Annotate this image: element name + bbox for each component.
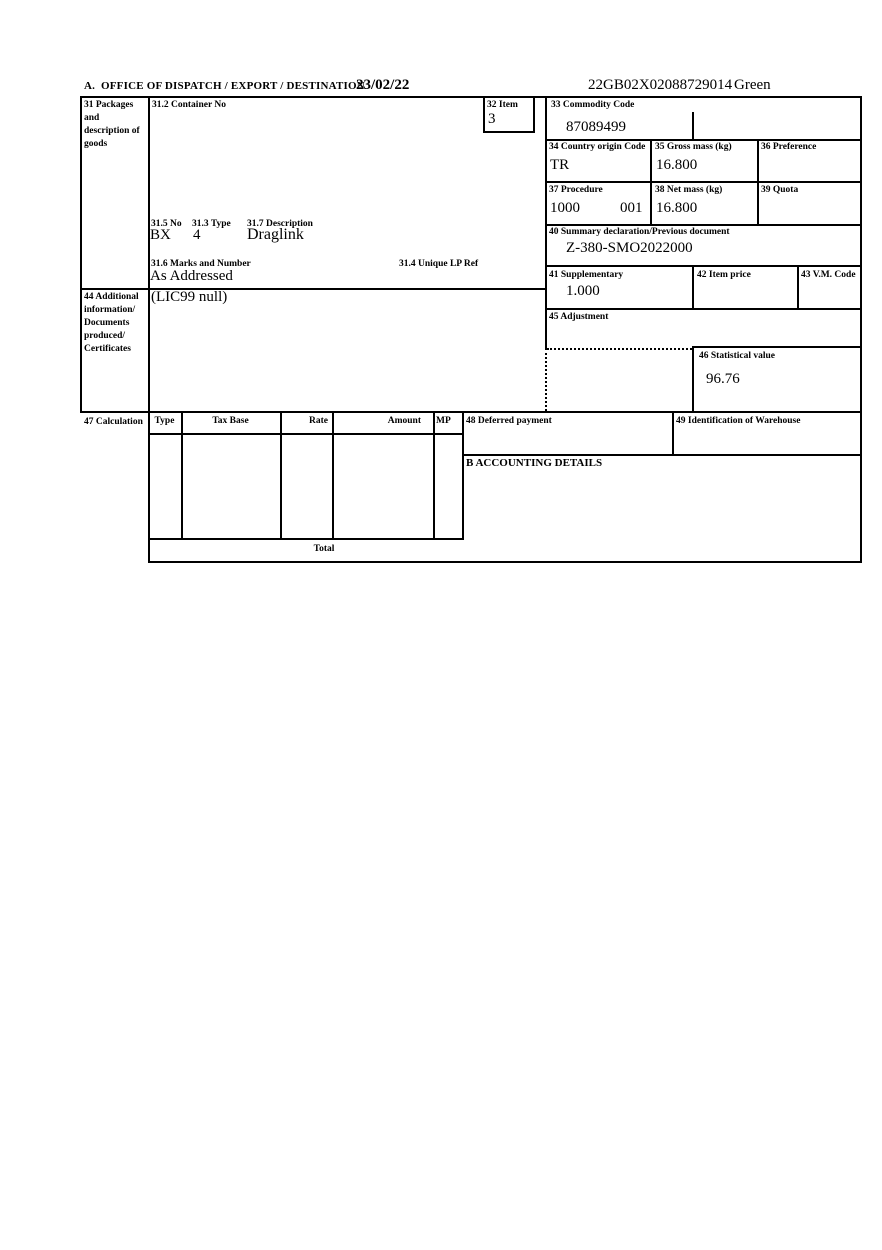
- commodity-code-value: 87089499: [566, 119, 626, 135]
- accounting-details-label: B ACCOUNTING DETAILS: [466, 457, 603, 469]
- adjustment-label: 45 Adjustment: [549, 312, 609, 322]
- grid-line: [545, 224, 862, 226]
- quota-label: 39 Quota: [761, 185, 799, 195]
- label-column-divider: [148, 96, 150, 563]
- marks-numbers-label: 31.6 Marks and Number: [151, 259, 251, 269]
- calc-table-column-line: [280, 411, 282, 540]
- commodity-code-label: 33 Commodity Code: [551, 100, 635, 110]
- country-origin-label: 34 Country origin Code: [549, 142, 646, 152]
- calc-col-rate: Rate: [309, 416, 328, 426]
- marks-numbers-value: As Addressed: [150, 268, 233, 284]
- calc-table-header-line: [148, 433, 464, 435]
- acceptance-date: 23/02/22: [356, 77, 410, 93]
- goods-description-label: 31.7 Description: [247, 219, 313, 229]
- item-number-value: 3: [488, 111, 496, 127]
- calc-total-label: Total: [313, 544, 335, 554]
- calc-col-type: Type: [154, 416, 175, 426]
- box-44-label: 44 Additional information/ Documents produced/ Certificates: [84, 292, 139, 354]
- form-right-border: [860, 96, 862, 563]
- calc-col-tax-base: Tax Base: [212, 416, 249, 426]
- previous-document-label: 40 Summary declaration/Previous document: [549, 227, 730, 237]
- commodity-code-divider: [692, 112, 694, 141]
- grid-line: [462, 454, 862, 456]
- container-no-label: 31.2 Container No: [152, 100, 226, 110]
- supplementary-units-value: 1.000: [566, 283, 600, 299]
- calc-table-right-line: [462, 411, 464, 540]
- item-number-label: 32 Item: [487, 100, 518, 110]
- calc-table-body-line: [148, 538, 464, 540]
- form-left-border: [80, 96, 82, 413]
- calc-col-amount: Amount: [387, 416, 421, 426]
- route-indicator: Green: [734, 77, 771, 93]
- warehouse-id-label: 49 Identification of Warehouse: [676, 416, 801, 426]
- grid-line: [692, 346, 862, 348]
- package-type-label: 31.3 Type: [192, 219, 231, 229]
- item-box-line: [483, 96, 485, 133]
- grid-line: [545, 265, 862, 267]
- form-top-border: [80, 96, 862, 98]
- item-price-label: 42 Item price: [697, 270, 751, 280]
- dotted-line: [547, 348, 692, 350]
- calc-col-mp: MP: [436, 416, 451, 426]
- statistical-value-value: 96.76: [706, 371, 740, 387]
- grid-line: [545, 139, 862, 141]
- center-column-divider: [545, 96, 547, 348]
- net-mass-label: 38 Net mass (kg): [655, 185, 723, 195]
- vm-code-label: 43 V.M. Code: [801, 270, 856, 280]
- grid-line: [545, 181, 862, 183]
- procedure-suffix-value: 001: [620, 200, 643, 216]
- box-47-label: 47 Calculation: [84, 417, 143, 427]
- package-count-label: 31.5 No: [151, 219, 182, 229]
- item-box-line: [483, 131, 535, 133]
- package-count-value: BX: [150, 227, 171, 243]
- grid-line: [692, 346, 694, 413]
- procedure-code-value: 1000: [550, 200, 580, 216]
- procedure-label: 37 Procedure: [549, 185, 603, 195]
- deferred-payment-label: 48 Deferred payment: [466, 416, 552, 426]
- supplementary-units-label: 41 Supplementary: [549, 270, 624, 280]
- calc-table-column-line: [332, 411, 334, 540]
- grid-line: [545, 308, 862, 310]
- form-bottom-border: [148, 561, 862, 563]
- goods-description-value: Draglink: [247, 226, 304, 243]
- grid-line: [672, 411, 674, 456]
- calc-table-column-line: [181, 411, 183, 540]
- additional-information-value: (LIC99 null): [151, 289, 228, 305]
- gross-mass-label: 35 Gross mass (kg): [655, 142, 732, 152]
- gross-mass-value: 16.800: [656, 157, 698, 173]
- office-of-dispatch-label: A. OFFICE OF DISPATCH / EXPORT / DESTINATION: [84, 80, 365, 92]
- grid-line: [797, 265, 799, 310]
- previous-document-value: Z-380-SMO2022000: [566, 240, 693, 256]
- preference-label: 36 Preference: [761, 142, 817, 152]
- box-31-label: 31 Packages and description of goods: [84, 100, 140, 149]
- calc-table-column-line: [433, 411, 435, 540]
- statistical-value-label: 46 Statistical value: [699, 351, 775, 361]
- package-type-value: 4: [193, 227, 201, 243]
- country-origin-value: TR: [550, 157, 570, 173]
- item-box-line: [533, 96, 535, 133]
- dotted-line: [545, 348, 547, 411]
- declaration-reference-number: 22GB02X02088729014: [588, 77, 733, 93]
- grid-line: [650, 139, 652, 226]
- grid-line: [80, 411, 862, 413]
- grid-line: [692, 265, 694, 310]
- unique-lp-ref-label: 31.4 Unique LP Ref: [399, 259, 479, 269]
- net-mass-value: 16.800: [656, 200, 698, 216]
- grid-line: [757, 139, 759, 226]
